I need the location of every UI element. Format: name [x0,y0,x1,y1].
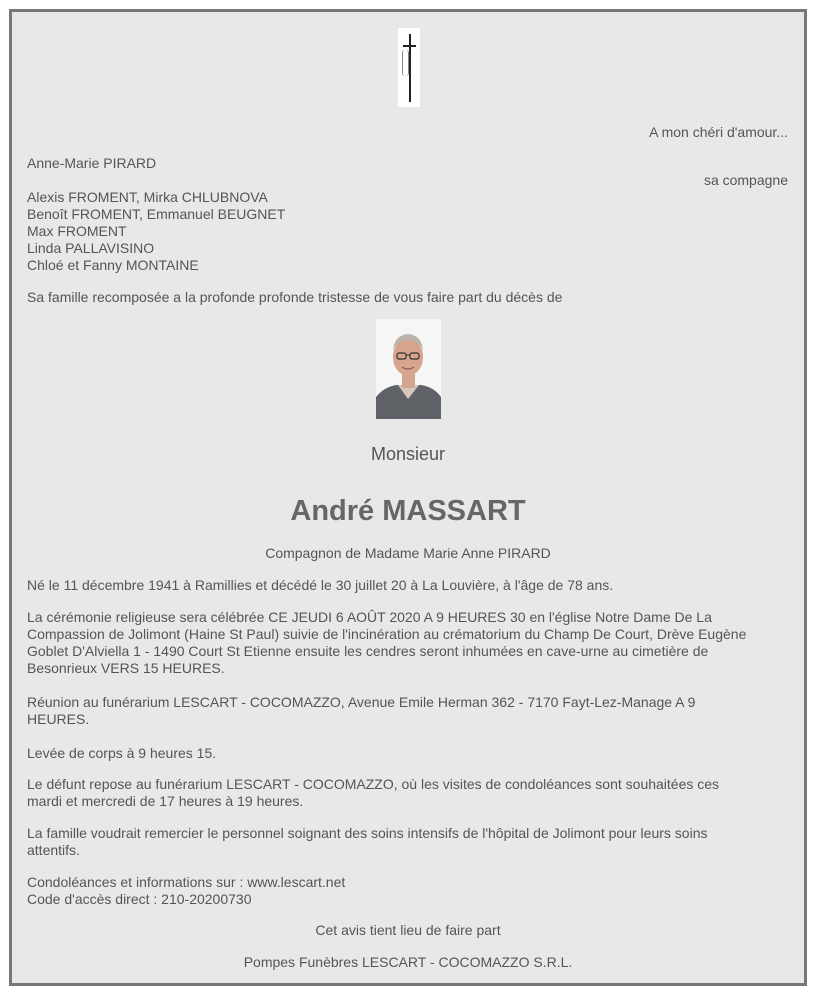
family-member: Alexis FROMENT, Mirka CHLUBNOVA [27,189,268,205]
levee-text: Levée de corps à 9 heures 15. [27,745,217,761]
deceased-title: Monsieur [370,444,446,464]
ceremony-text: La cérémonie religieuse sera célébrée CE JEUDI 6 AOÛT 2020 A 9 HEURES 30 en l'église Notre Dame De La Compassion de Jolimont (Haine St Paul) suivie de l'incinération au crématorium du Champ De Court, Drève Eugène Goblet D'Alviella 1 - 1490 Court St Etienne ensuite les cendres seront inhumées en cave-urne au cimetière de Besonrieux VERS 15 HEURES. [27,609,747,676]
announcement-intro: Sa famille recomposée a la profonde profonde tristesse de vous faire part du décès de [27,289,563,305]
meeting-text: Réunion au funérarium LESCART - COCOMAZZO, Avenue Emile Herman 362 - 7170 Fayt-Lez-Manage A 9 HEURES. [27,694,696,727]
deceased-relation: Compagnon de Madame Marie Anne PIRARD [265,545,551,561]
access-code-text: Code d'accès direct : 210-20200730 [27,891,252,907]
cross-icon [398,28,420,107]
family-member: Max FROMENT [27,223,127,239]
condolences-link-text: Condoléances et informations sur : www.lescart.net [27,874,346,890]
birth-death-text: Né le 11 décembre 1941 à Ramillies et décédé le 30 juillet 20 à La Louvière, à l'âge de 78 ans. [27,577,614,593]
funeral-company: Pompes Funèbres LESCART - COCOMAZZO S.R.L. [243,954,573,970]
visits-text: Le défunt repose au funérarium LESCART - COCOMAZZO, où les visites de condoléances sont souhaitées ces mardi et mercredi de 17 heures à 19 heures. [27,776,720,809]
dedication-text: A mon chéri d'amour... [649,124,788,140]
family-member: Linda PALLAVISINO [27,240,155,256]
deceased-name: André MASSART [290,495,526,527]
family-member: Chloé et Fanny MONTAINE [27,257,199,273]
partner-role: sa compagne [703,172,788,188]
obituary-frame [9,9,807,986]
partner-name: Anne-Marie PIRARD [27,155,157,171]
condolences-info [27,874,787,908]
family-list [27,189,285,274]
notice-text: Cet avis tient lieu de faire part [315,922,501,938]
family-member: Benoît FROMENT, Emmanuel BEUGNET [27,206,286,222]
portrait-photo [376,319,441,419]
thanks-text: La famille voudrait remercier le personnel soignant des soins intensifs de l'hôpital de Jolimont pour leurs soins attentifs. [27,825,708,858]
